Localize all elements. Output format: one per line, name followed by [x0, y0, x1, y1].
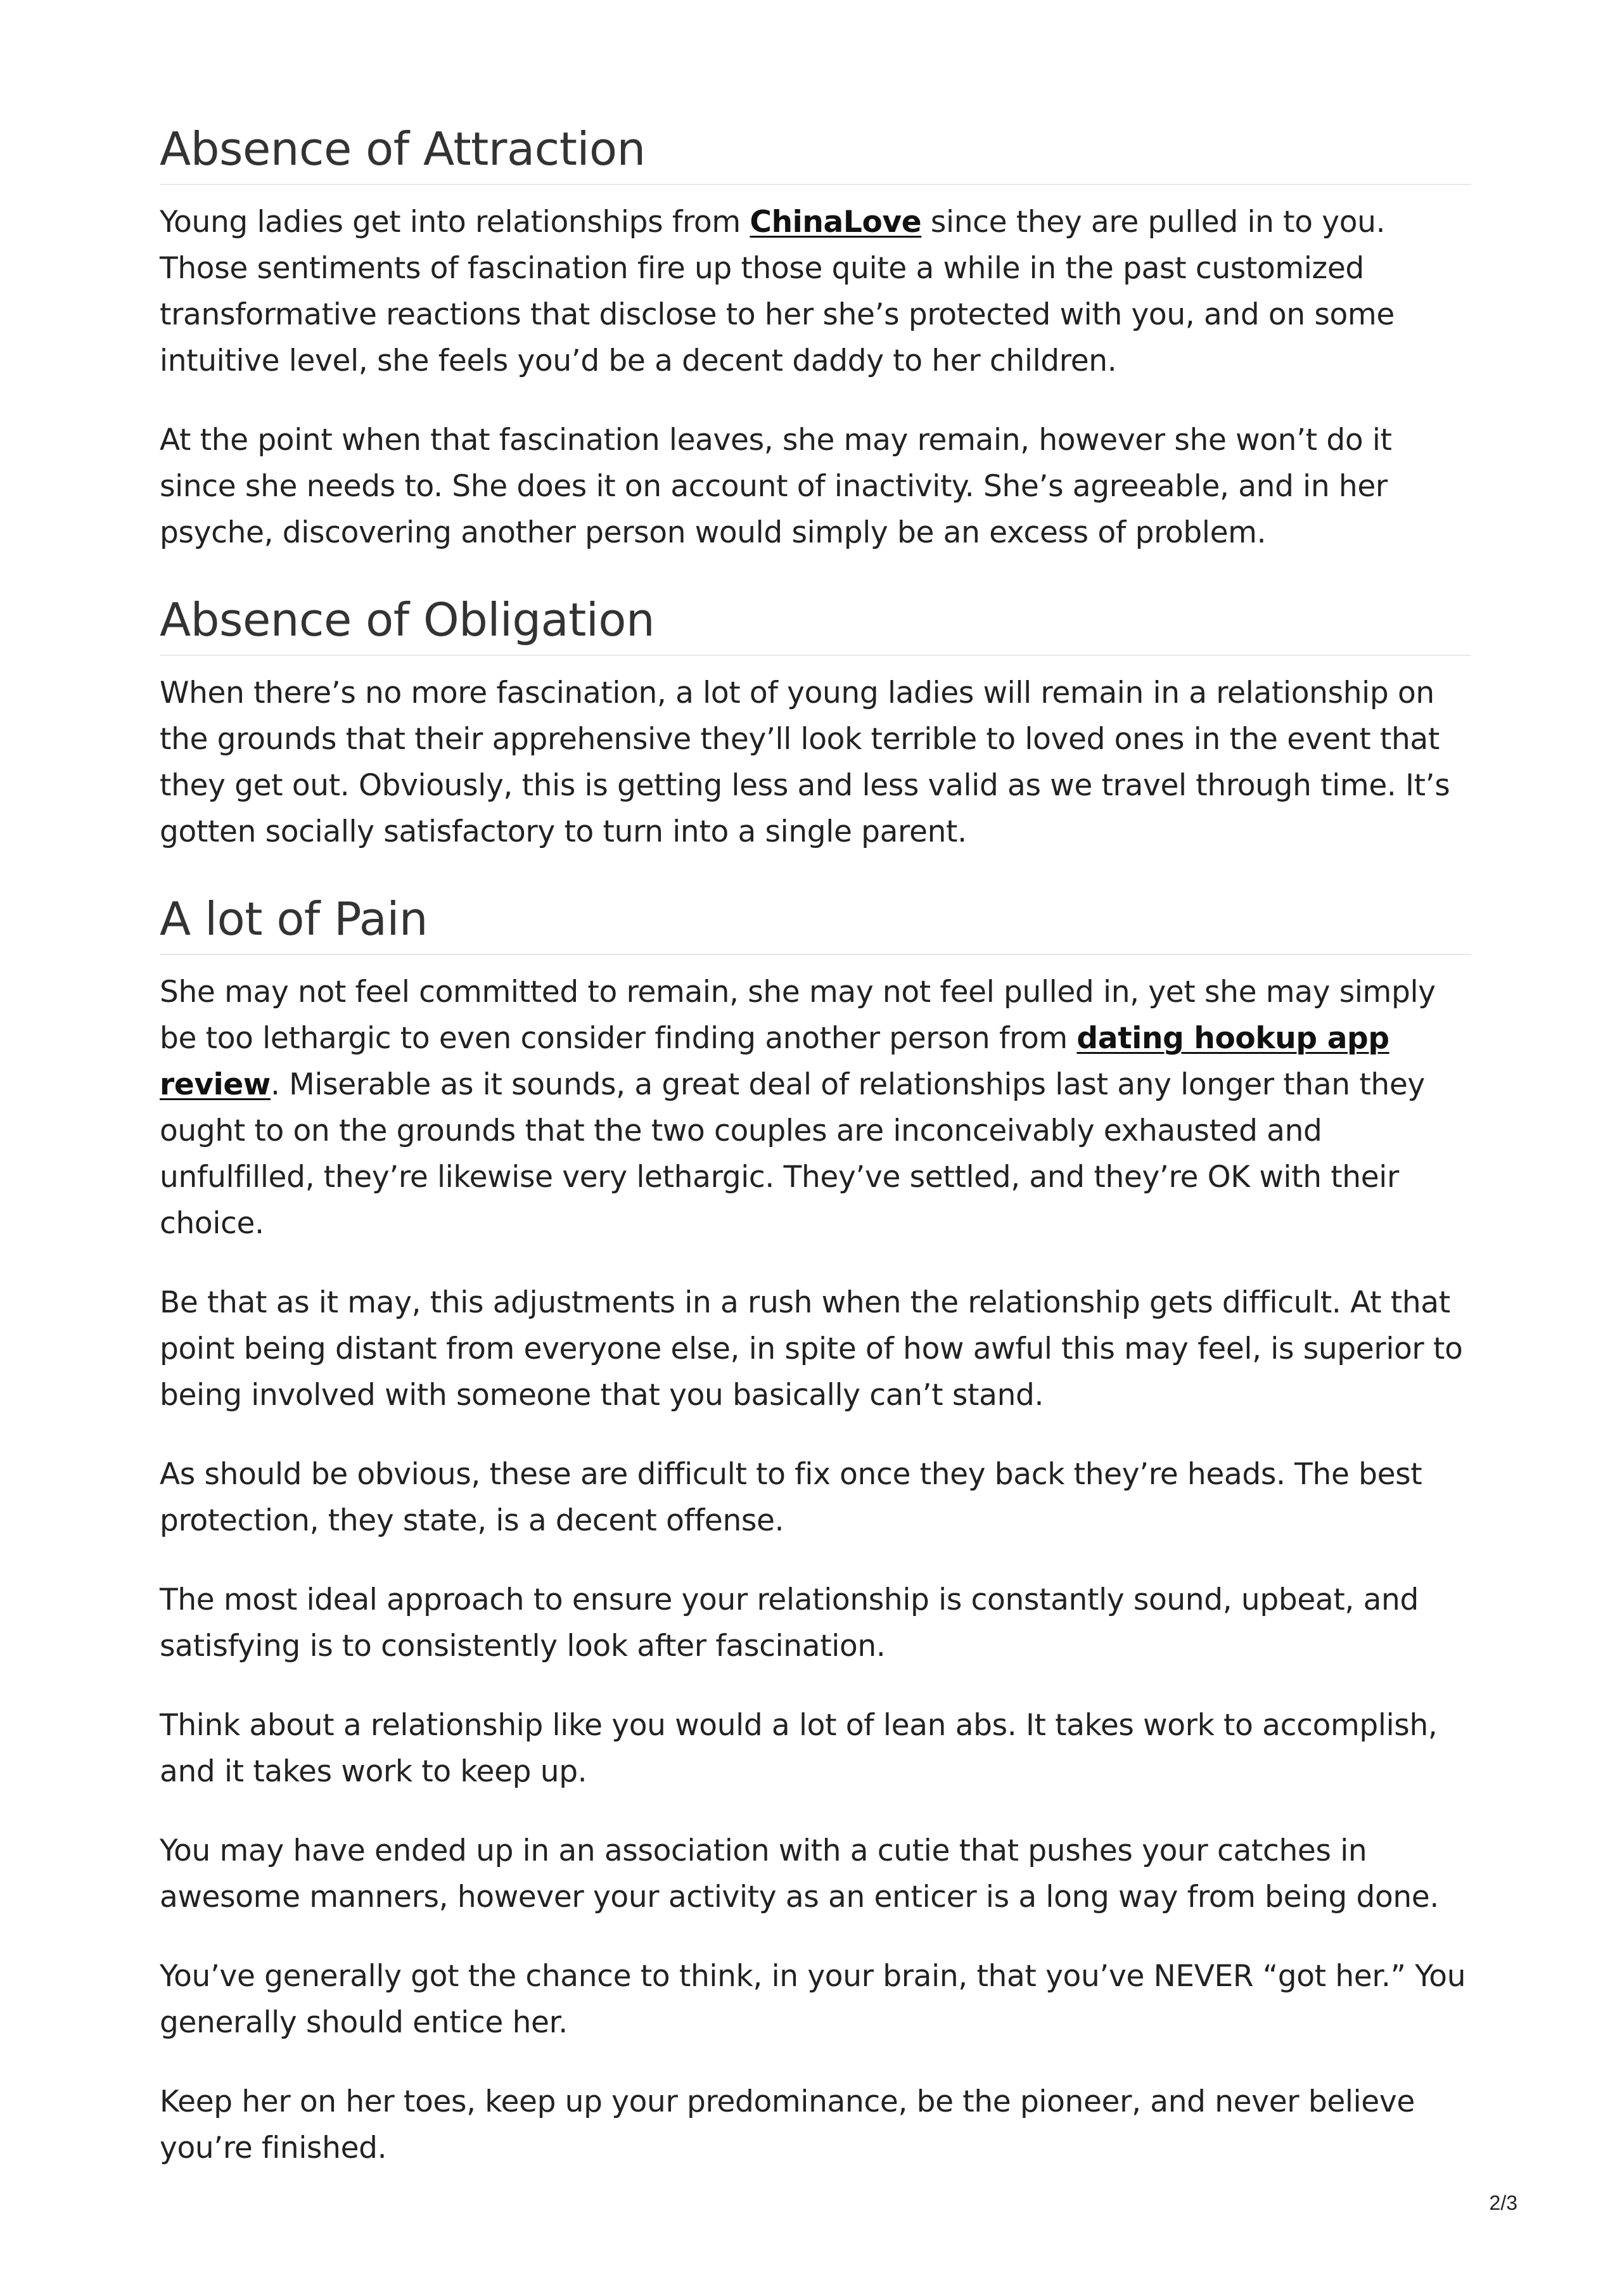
chinalove-link[interactable]: ChinaLove	[750, 205, 922, 240]
section-heading: Absence of Obligation	[160, 591, 1471, 656]
paragraph: Keep her on her toes, keep up your predominance, be the pioneer, and never believe you’re finished.	[160, 2084, 1415, 2165]
paragraph: Be that as it may, this adjustments in a rush when the relationship gets difficult. At that point being distant from everyone else, in spite of how awful this may feel, is superior to being involved with someone that you basically can’t stand.	[160, 1285, 1463, 1413]
paragraph	[160, 969, 1471, 1247]
paragraph-text: . Miserable as it sounds, a great deal of relationships last any longer than they ought to on the grounds that the two couples are inconceivably exhausted and unfulfilled, they’re likewise very lethargic. They’ve settled, and they’re OK with their choice.	[160, 1067, 1425, 1241]
paragraph: You’ve generally got the chance to think, in your brain, that you’ve NEVER “got her.” You generally should entice her.	[160, 1959, 1466, 2040]
paragraph: You may have ended up in an association with a cutie that pushes your catches in awesome manners, however your activity as an enticer is a long way from being done.	[160, 1833, 1439, 1914]
section-absence-of-obligation	[160, 591, 1471, 855]
paragraph: Think about a relationship like you would a lot of lean abs. It takes work to accomplish, and it takes work to keep up.	[160, 1708, 1438, 1789]
section-absence-of-attraction	[160, 120, 1471, 556]
article-body	[160, 120, 1471, 2204]
paragraph: As should be obvious, these are difficult to fix once they back they’re heads. The best protection, they state, is a decent offense.	[160, 1457, 1422, 1538]
paragraph-text: since they are pulled in to you. Those sentiments of fascination fire up those quite a while in the past customized transformative reactions that disclose to her she’s protected with you, and on some intuitive level, she feels you’d be a decent daddy to her children.	[160, 205, 1395, 378]
paragraph: When there’s no more fascination, a lot of young ladies will remain in a relationship on the grounds that their apprehensive they’ll look terrible to loved ones in the event that they get out. Obviously, this is getting less and less valid as we travel through time. It’s gotten socially satisfactory to turn into a single parent.	[160, 676, 1450, 849]
paragraph-text: Young ladies get into relationships from	[160, 205, 750, 240]
dating-hookup-app-review-link[interactable]: dating hookup app review	[160, 1021, 1389, 1102]
paragraph: At the point when that fascination leaves, she may remain, however she won’t do it since she needs to. She does it on account of inactivity. She’s agreeable, and in her psyche, discovering another person would simply be an excess of problem.	[160, 423, 1392, 550]
paragraph	[160, 199, 1471, 384]
paragraph: The most ideal approach to ensure your relationship is constantly sound, upbeat, and satisfying is to consistently look after fascination.	[160, 1582, 1419, 1664]
paragraph-text: She may not feel committed to remain, she may not feel pulled in, yet she may simply be too lethargic to even consider finding another person from	[160, 975, 1436, 1056]
section-heading: Absence of Attraction	[160, 120, 1471, 185]
section-heading: A lot of Pain	[160, 890, 1471, 955]
page-number: 2/3	[1489, 2191, 1517, 2214]
section-a-lot-of-pain	[160, 890, 1471, 2171]
